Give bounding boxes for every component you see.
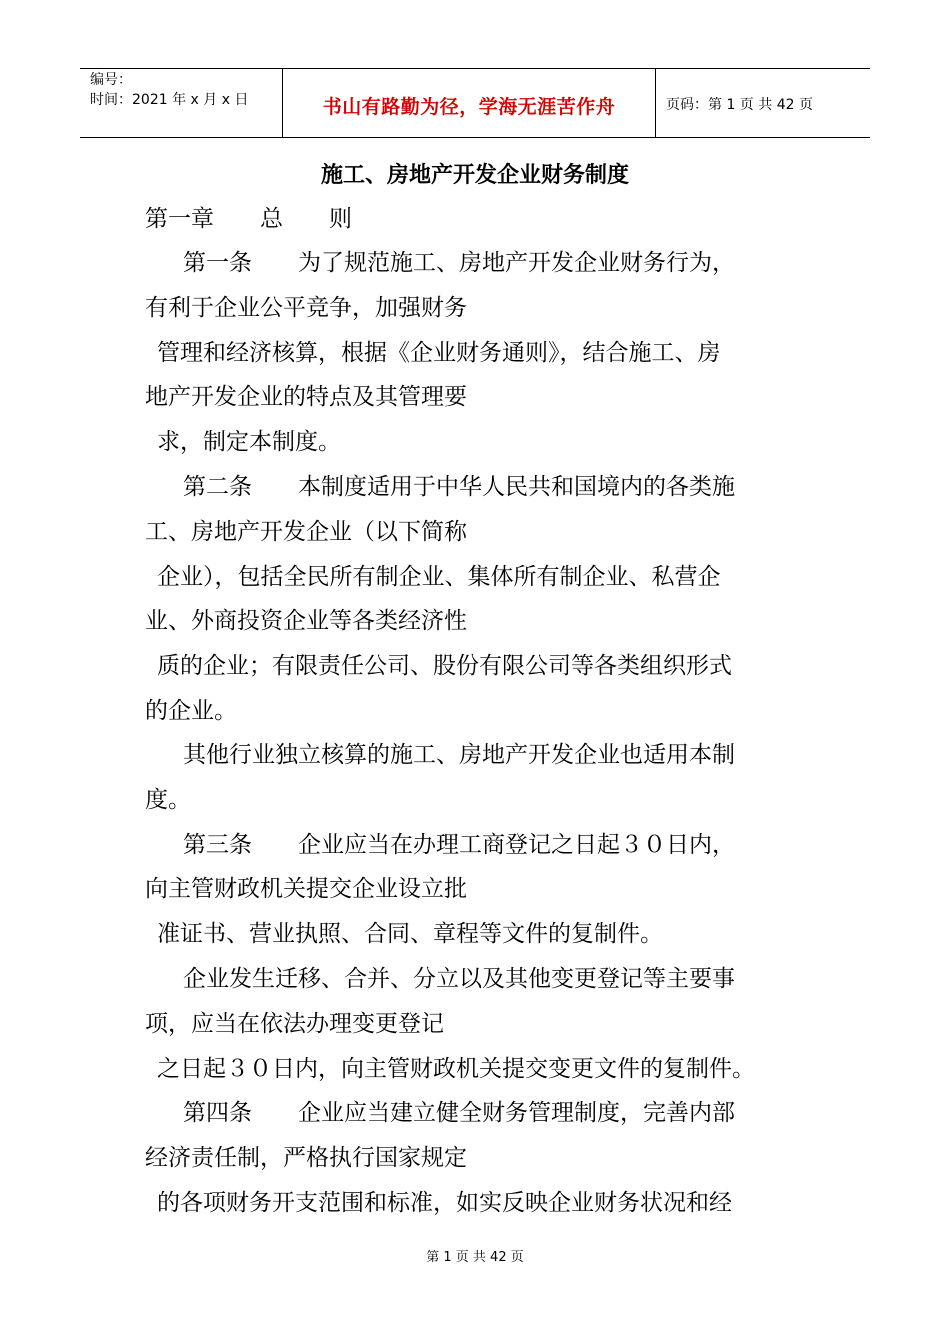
- text-line: 其他行业独立核算的施工、房地产开发企业也适用本制: [183, 742, 735, 768]
- document-number-label: 编号：: [90, 72, 132, 88]
- page-footer: 第 1 页 共 42 页: [426, 1250, 524, 1265]
- chapter-heading: 第一章 总 则: [145, 206, 352, 232]
- text-line: 工、房地产开发企业（以下简称: [145, 519, 467, 545]
- text-line: 之日起３０日内，向主管财政机关提交变更文件的复制件。: [157, 1056, 755, 1082]
- text-line: 准证书、营业执照、合同、章程等文件的复制件。: [157, 921, 663, 947]
- text-line: 企业），包括全民所有制企业、集体所有制企业、私营企: [157, 564, 721, 590]
- document-title: 施工、房地产开发企业财务制度: [320, 163, 629, 188]
- text-line: 第二条 本制度适用于中华人民共和国境内的各类施: [183, 474, 735, 500]
- text-line: 管理和经济核算，根据《企业财务通则》，结合施工、房: [157, 340, 721, 366]
- text-line: 第一条 为了规范施工、房地产开发企业财务行为，: [183, 250, 735, 276]
- text-line: 有利于企业公平竞争，加强财务: [145, 295, 467, 321]
- text-line: 第三条 企业应当在办理工商登记之日起３０日内，: [183, 832, 735, 858]
- text-line: 度。: [145, 787, 191, 813]
- text-line: 的企业。: [145, 698, 237, 724]
- text-line: 向主管财政机关提交企业设立批: [145, 876, 467, 902]
- text-line: 项，应当在依法办理变更登记: [145, 1011, 444, 1037]
- text-line: 质的企业；有限责任公司、股份有限公司等各类组织形式: [157, 653, 732, 679]
- page-header: [80, 68, 870, 138]
- header-page-cell: [656, 69, 870, 137]
- text-line: 地产开发企业的特点及其管理要: [145, 384, 467, 410]
- text-line: 业、外商投资企业等各类经济性: [145, 608, 467, 634]
- text-line: 求，制定本制度。: [157, 429, 341, 455]
- header-page-number: 页码：第 1 页 共 42 页: [666, 97, 813, 113]
- header-meta-cell: [80, 69, 283, 137]
- text-line: 第四条 企业应当建立健全财务管理制度，完善内部: [183, 1100, 735, 1126]
- document-time-label: 时间：2021 年 x 月 x 日: [90, 92, 249, 108]
- text-line: 经济责任制，严格执行国家规定: [145, 1145, 467, 1171]
- text-line: 企业发生迁移、合并、分立以及其他变更登记等主要事: [183, 966, 735, 992]
- header-motto: 书山有路勤为径，学海无涯苦作舟: [322, 96, 616, 118]
- header-motto-cell: [283, 69, 656, 137]
- text-line: 的各项财务开支范围和标准，如实反映企业财务状况和经: [157, 1190, 732, 1216]
